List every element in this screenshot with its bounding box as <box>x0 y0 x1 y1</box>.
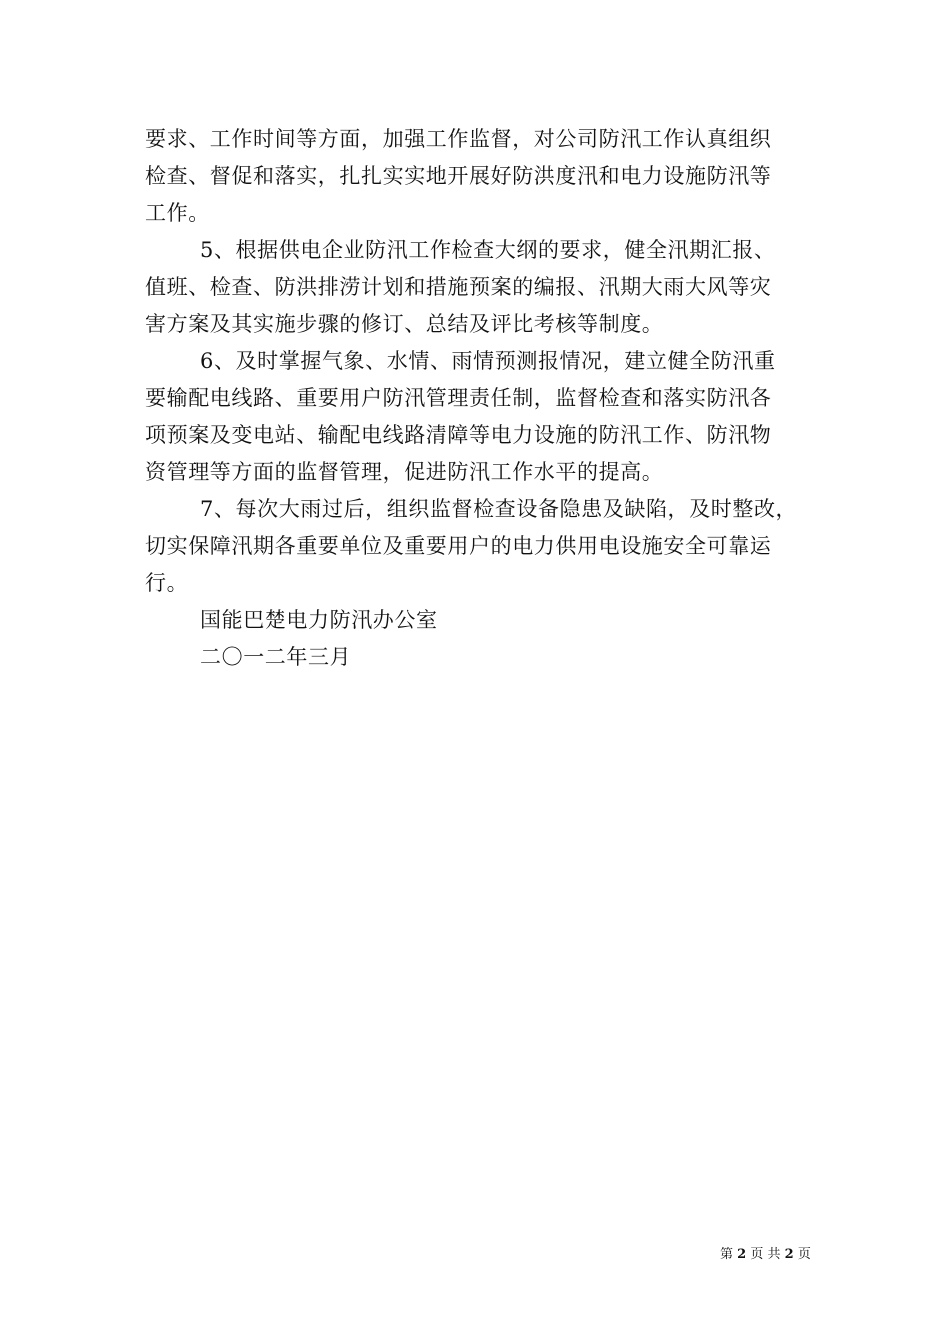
page-footer <box>720 1247 811 1263</box>
signature-date: 二〇一二年三月 <box>200 645 352 669</box>
paragraph-2-line-3: 害方案及其实施步骤的修订、总结及评比考核等制度。 <box>145 312 664 336</box>
paragraph-4-line-3: 行。 <box>145 571 189 595</box>
paragraph-3-line-1: 6、及时掌握气象、水情、雨情预测报情况，建立健全防汛重 <box>200 349 776 373</box>
page-label-suffix: 页 <box>797 1247 811 1262</box>
paragraph-3-line-4: 资管理等方面的监督管理，促进防汛工作水平的提高。 <box>145 460 664 484</box>
paragraph-2-line-1: 5、根据供电企业防汛工作检查大纲的要求，健全汛期汇报、 <box>200 238 776 262</box>
paragraph-1-line-2: 检查、督促和落实，扎扎实实地开展好防洪度汛和电力设施防汛等 <box>145 164 772 188</box>
total-pages-number: 2 <box>784 1247 794 1262</box>
paragraph-3-line-3: 项预案及变电站、输配电线路清障等电力设施的防汛工作、防汛物 <box>145 423 772 447</box>
current-page-number: 2 <box>737 1247 747 1262</box>
page-label-prefix: 第 <box>720 1247 734 1262</box>
paragraph-1-line-3: 工作。 <box>145 201 210 225</box>
paragraph-1-line-1: 要求、工作时间等方面，加强工作监督，对公司防汛工作认真组织 <box>145 127 772 151</box>
paragraph-4-line-2: 切实保障汛期各重要单位及重要用户的电力供用电设施安全可靠运 <box>145 534 772 558</box>
paragraph-3-line-2: 要输配电线路、重要用户防汛管理责任制，监督检查和落实防汛各 <box>145 386 772 410</box>
paragraph-4-line-1: 7、每次大雨过后，组织监督检查设备隐患及缺陷，及时整改， <box>200 497 798 521</box>
signature-office: 国能巴楚电力防汛办公室 <box>200 608 438 632</box>
page-label-middle: 页 共 <box>750 1247 781 1262</box>
paragraph-2-line-2: 值班、检查、防洪排涝计划和措施预案的编报、汛期大雨大风等灾 <box>145 275 772 299</box>
